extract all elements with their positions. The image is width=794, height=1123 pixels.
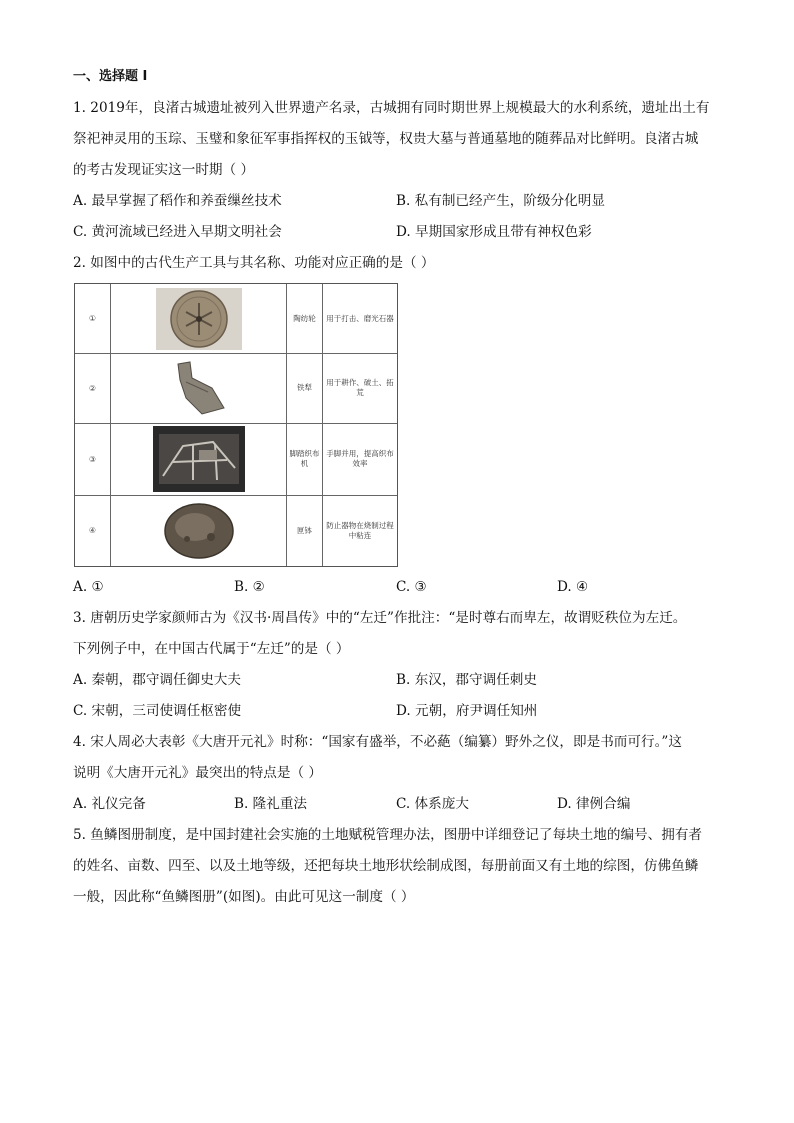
q5-line-2: 的姓名、亩数、四至、以及土地等级，还把每块土地形状绘制成图，每册前面又有土地的综图，仿佛鱼鳞 xyxy=(73,858,699,874)
tool-function: 用于打击、磨光石器 xyxy=(326,313,394,323)
row-number: ③ xyxy=(88,454,97,464)
q1-line-1: 1. 2019年，良渚古城遗址被列入世界遗产名录，古城拥有同时期世界上规模最大的水利系统，遗址出土有 xyxy=(73,100,710,116)
table-row xyxy=(75,353,397,424)
q4-option-b[interactable]: B. 隆礼重法 xyxy=(234,796,308,812)
tools-table xyxy=(74,283,398,567)
q2-option-b[interactable]: B. ② xyxy=(234,579,265,595)
q1-line-2: 祭祀神灵用的玉琮、玉璧和象征军事指挥权的玉钺等，权贵大墓与普通墓地的随葬品对比鲜明。良渚古城 xyxy=(73,131,699,147)
q3-option-a[interactable]: A. 秦朝，郡守调任御史大夫 xyxy=(73,672,241,688)
row-number: ④ xyxy=(88,526,97,535)
row-number: ② xyxy=(88,383,97,393)
tool-function: 用于耕作、破土、拓荒 xyxy=(326,378,394,397)
q4-option-c[interactable]: C. 体系庞大 xyxy=(396,796,469,812)
q2-option-d[interactable]: D. ④ xyxy=(557,579,589,595)
q1-option-a[interactable]: A. 最早掌握了稻作和养蚕缫丝技术 xyxy=(73,193,282,209)
row-number: ① xyxy=(88,314,97,323)
q4-line-1: 4. 宋人周必大表彰《大唐开元礼》时称：“国家有盛举，不必蕝（编纂）野外之仪，即是书而可行。”这 xyxy=(73,734,682,750)
q2-option-a[interactable]: A. ① xyxy=(73,579,104,595)
q3-line-2: 下列例子中，在中国古代属于“左迁”的是（ ） xyxy=(73,641,350,657)
treadle-loom-image xyxy=(153,426,245,492)
table-row xyxy=(75,495,397,566)
q4-line-2: 说明《大唐开元礼》最突出的特点是（ ） xyxy=(73,765,323,781)
q3-line-1: 3. 唐朝历史学家颜师古为《汉书·周昌传》中的“左迁”作批注：“是时尊右而卑左，故谓贬秩位为左迁。 xyxy=(73,610,687,626)
q3-option-c[interactable]: C. 宋朝，三司使调任枢密使 xyxy=(73,703,242,719)
tool-name: 陶纺轮 xyxy=(293,313,316,323)
q1-option-d[interactable]: D. 早期国家形成且带有神权色彩 xyxy=(396,224,592,240)
q1-line-3: 的考古发现证实这一时期（ ） xyxy=(73,162,255,178)
table-row xyxy=(75,423,397,496)
section-title: 一、选择题 I xyxy=(73,69,148,84)
q3-option-b[interactable]: B. 东汉，郡守调任刺史 xyxy=(396,672,537,688)
saggar-image xyxy=(159,501,239,561)
pottery-spindle-whorl-image xyxy=(156,288,242,350)
q2-option-c[interactable]: C. ③ xyxy=(396,579,427,595)
table-row xyxy=(75,284,397,354)
q1-option-c[interactable]: C. 黄河流域已经进入早期文明社会 xyxy=(73,224,282,240)
tool-name: 铁犁 xyxy=(297,383,312,392)
q5-line-1: 5. 鱼鳞图册制度，是中国封建社会实施的土地赋税管理办法，图册中详细登记了每块土地的编号、拥有者 xyxy=(73,827,703,843)
tool-name: 匣钵 xyxy=(297,525,312,535)
tool-function: 防止器物在烧制过程中粘连 xyxy=(326,520,394,540)
q1-option-b[interactable]: B. 私有制已经产生，阶级分化明显 xyxy=(396,193,605,209)
q4-option-d[interactable]: D. 律例合编 xyxy=(557,796,631,812)
q2-line-1: 2. 如图中的古代生产工具与其名称、功能对应正确的是（ ） xyxy=(73,255,435,271)
tool-function: 手脚并用，提高织布效率 xyxy=(326,449,394,468)
q4-option-a[interactable]: A. 礼仪完备 xyxy=(73,796,146,812)
iron-plough-image xyxy=(164,358,234,418)
tool-name: 脚踏织布机 xyxy=(289,449,320,468)
q3-option-d[interactable]: D. 元朝，府尹调任知州 xyxy=(396,703,538,719)
q5-line-3: 一般，因此称“鱼鳞图册”(如图)。由此可见这一制度（ ） xyxy=(73,889,415,905)
